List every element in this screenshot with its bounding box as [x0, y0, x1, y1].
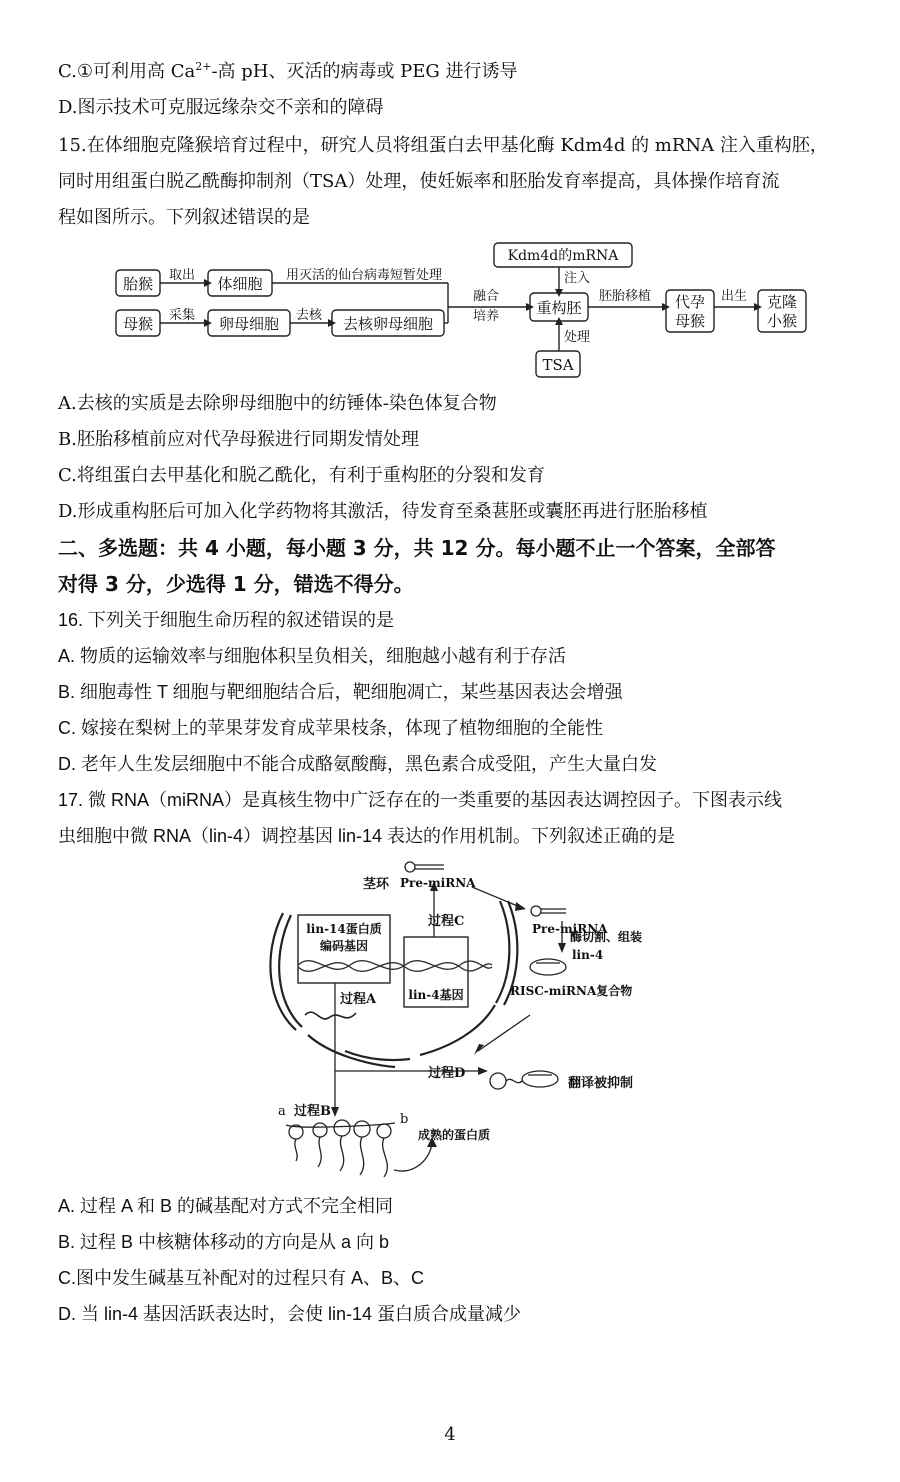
dna-helix [298, 961, 492, 972]
reconstructed-embryo-label: 重构胚 [536, 299, 582, 317]
lin4-gene-label: lin-4基因 [408, 988, 464, 1002]
take-label: 取出 [168, 268, 196, 283]
risc-label: RISC-miRNA复合物 [510, 984, 633, 998]
stem-loop-label: 茎环 [363, 877, 390, 892]
lin14-gene-label-1: lin-14蛋白质 [306, 922, 382, 936]
surrogate-label-2: 母猴 [674, 312, 706, 330]
polysome [289, 1120, 391, 1177]
q15-stem-line1: 15.在体细胞克隆猴培育过程中，研究人员将组蛋白去甲基化酶 Kdm4d 的 mRNA 注入重构胚， [58, 135, 828, 156]
cloning-flow-diagram [0, 238, 900, 383]
lin14-mrna [305, 1012, 356, 1019]
q15-option-a: A.去核的实质是去除卵母细胞中的纺锤体-染色体复合物 [58, 393, 497, 414]
q16-option-a: A. 物质的运输效率与细胞体积呈负相关，细胞越小越有利于存活 [58, 646, 567, 666]
birth-label: 出生 [720, 289, 748, 304]
q15-option-c: C.将组蛋白去甲基化和脱乙酰化，有利于重构胚的分裂和发育 [58, 465, 545, 486]
q16-option-d: D. 老年人生发层细胞中不能合成酪氨酸酶，黑色素合成受阻，产生大量白发 [58, 754, 657, 774]
kdm-label: Kdm4d的mRNA [507, 248, 619, 264]
clone-label-1: 克隆 [766, 293, 798, 311]
end-a-label: a [278, 1104, 286, 1119]
mirna-mechanism-diagram [0, 855, 900, 1185]
clone-label-2: 小猴 [766, 312, 798, 330]
pre-mirna-top-label: Pre-miRNA [400, 876, 476, 890]
process-d-label: 过程D [428, 1066, 466, 1081]
cut-assemble-label: 酶切割、组装 [570, 930, 643, 944]
lin14-gene-label-2: 编码基因 [319, 939, 369, 953]
q16-stem: 16. 下列关于细胞生命历程的叙述错误的是 [58, 610, 395, 630]
process-c-label: 过程C [428, 914, 465, 929]
enucleate-label: 去核 [295, 308, 323, 323]
q17-option-a: A. 过程 A 和 B 的碱基配对方式不完全相同 [58, 1196, 394, 1216]
fetal-monkey-label: 胎猴 [122, 275, 154, 293]
q14-option-d: D.图示技术可克服远缘杂交不亲和的障碍 [58, 97, 384, 118]
page-number: 4 [444, 1424, 456, 1445]
q15-option-d: D.形成重构胚后可加入化学药物将其激活，待发育至桑葚胚或囊胚再进行胚胎移植 [58, 501, 708, 522]
q16-option-c: C. 嫁接在梨树上的苹果芽发育成苹果枝条，体现了植物细胞的全能性 [58, 718, 603, 738]
q15-option-b: B.胚胎移植前应对代孕母猴进行同期发情处理 [58, 429, 419, 450]
oocyte-label: 卵母细胞 [218, 315, 280, 333]
inject-label: 注入 [563, 271, 591, 286]
q17-option-d: D. 当 lin-4 基因活跃表达时，会使 lin-14 蛋白质合成量减少 [58, 1304, 522, 1324]
pre-mirna-right [531, 906, 566, 916]
somatic-cell-label: 体细胞 [217, 275, 263, 293]
inhibited-label: 翻译被抑制 [568, 1076, 634, 1091]
enucleated-oocyte-label: 去核卵母细胞 [342, 315, 434, 333]
q17-stem-line1: 17. 微 RNA（miRNA）是真核生物中广泛存在的一类重要的基因表达调控因子。下图表示线 [58, 790, 783, 810]
mature-protein-label: 成熟的蛋白质 [418, 1128, 491, 1142]
transfer-label: 胚胎移植 [598, 289, 652, 304]
q17-option-c: C.图中发生碱基互补配对的过程只有 A、B、C [58, 1268, 425, 1288]
process-b-label: 过程B [294, 1104, 331, 1119]
fuse-label: 融合 [472, 289, 500, 304]
treat-label: 处理 [563, 330, 591, 345]
q15-stem-line3: 程如图所示。下列叙述错误的是 [58, 207, 310, 228]
q14-option-c: C.①可利用高 $Ca^{2+}-$高 pH、灭活的病毒或 PEG 进行诱导 [58, 60, 518, 82]
surrogate-label-1: 代孕 [674, 293, 706, 311]
end-b-label: b [400, 1112, 409, 1127]
virus-treat-label: 用灭活的仙台病毒短暂处理 [285, 268, 443, 283]
q17-option-b: B. 过程 B 中核糖体移动的方向是从 a 向 b [58, 1232, 390, 1252]
section2-heading-line1: 二、多选题：共 4 小题，每小题 3 分，共 12 分。每小题不止一个答案，全部答 [58, 536, 776, 560]
q17-stem-line2: 虫细胞中微 RNA（lin-4）调控基因 lin-14 表达的作用机制。下列叙述正确的是 [58, 826, 676, 846]
culture-label: 培养 [472, 309, 500, 324]
tsa-label: TSA [542, 356, 574, 374]
lin4-label: lin-4 [572, 948, 604, 962]
inhibited-ribosome [490, 1071, 558, 1089]
pre-mirna-top [405, 862, 444, 872]
collect-label: 采集 [168, 308, 196, 323]
section2-heading-line2: 对得 3 分，少选得 1 分，错选不得分。 [58, 572, 414, 596]
risc-complex [530, 959, 566, 975]
process-a-label: 过程A [340, 992, 377, 1007]
pre-mirna-right-label: Pre-miRNA [532, 922, 608, 936]
q15-stem-line2: 同时用组蛋白脱乙酰酶抑制剂（TSA）处理，使妊娠率和胚胎发育率提高，具体操作培育流 [58, 171, 780, 192]
q16-option-b: B. 细胞毒性 T 细胞与靶细胞结合后，靶细胞凋亡，某些基因表达会增强 [58, 682, 623, 702]
mother-monkey-label: 母猴 [122, 315, 154, 333]
